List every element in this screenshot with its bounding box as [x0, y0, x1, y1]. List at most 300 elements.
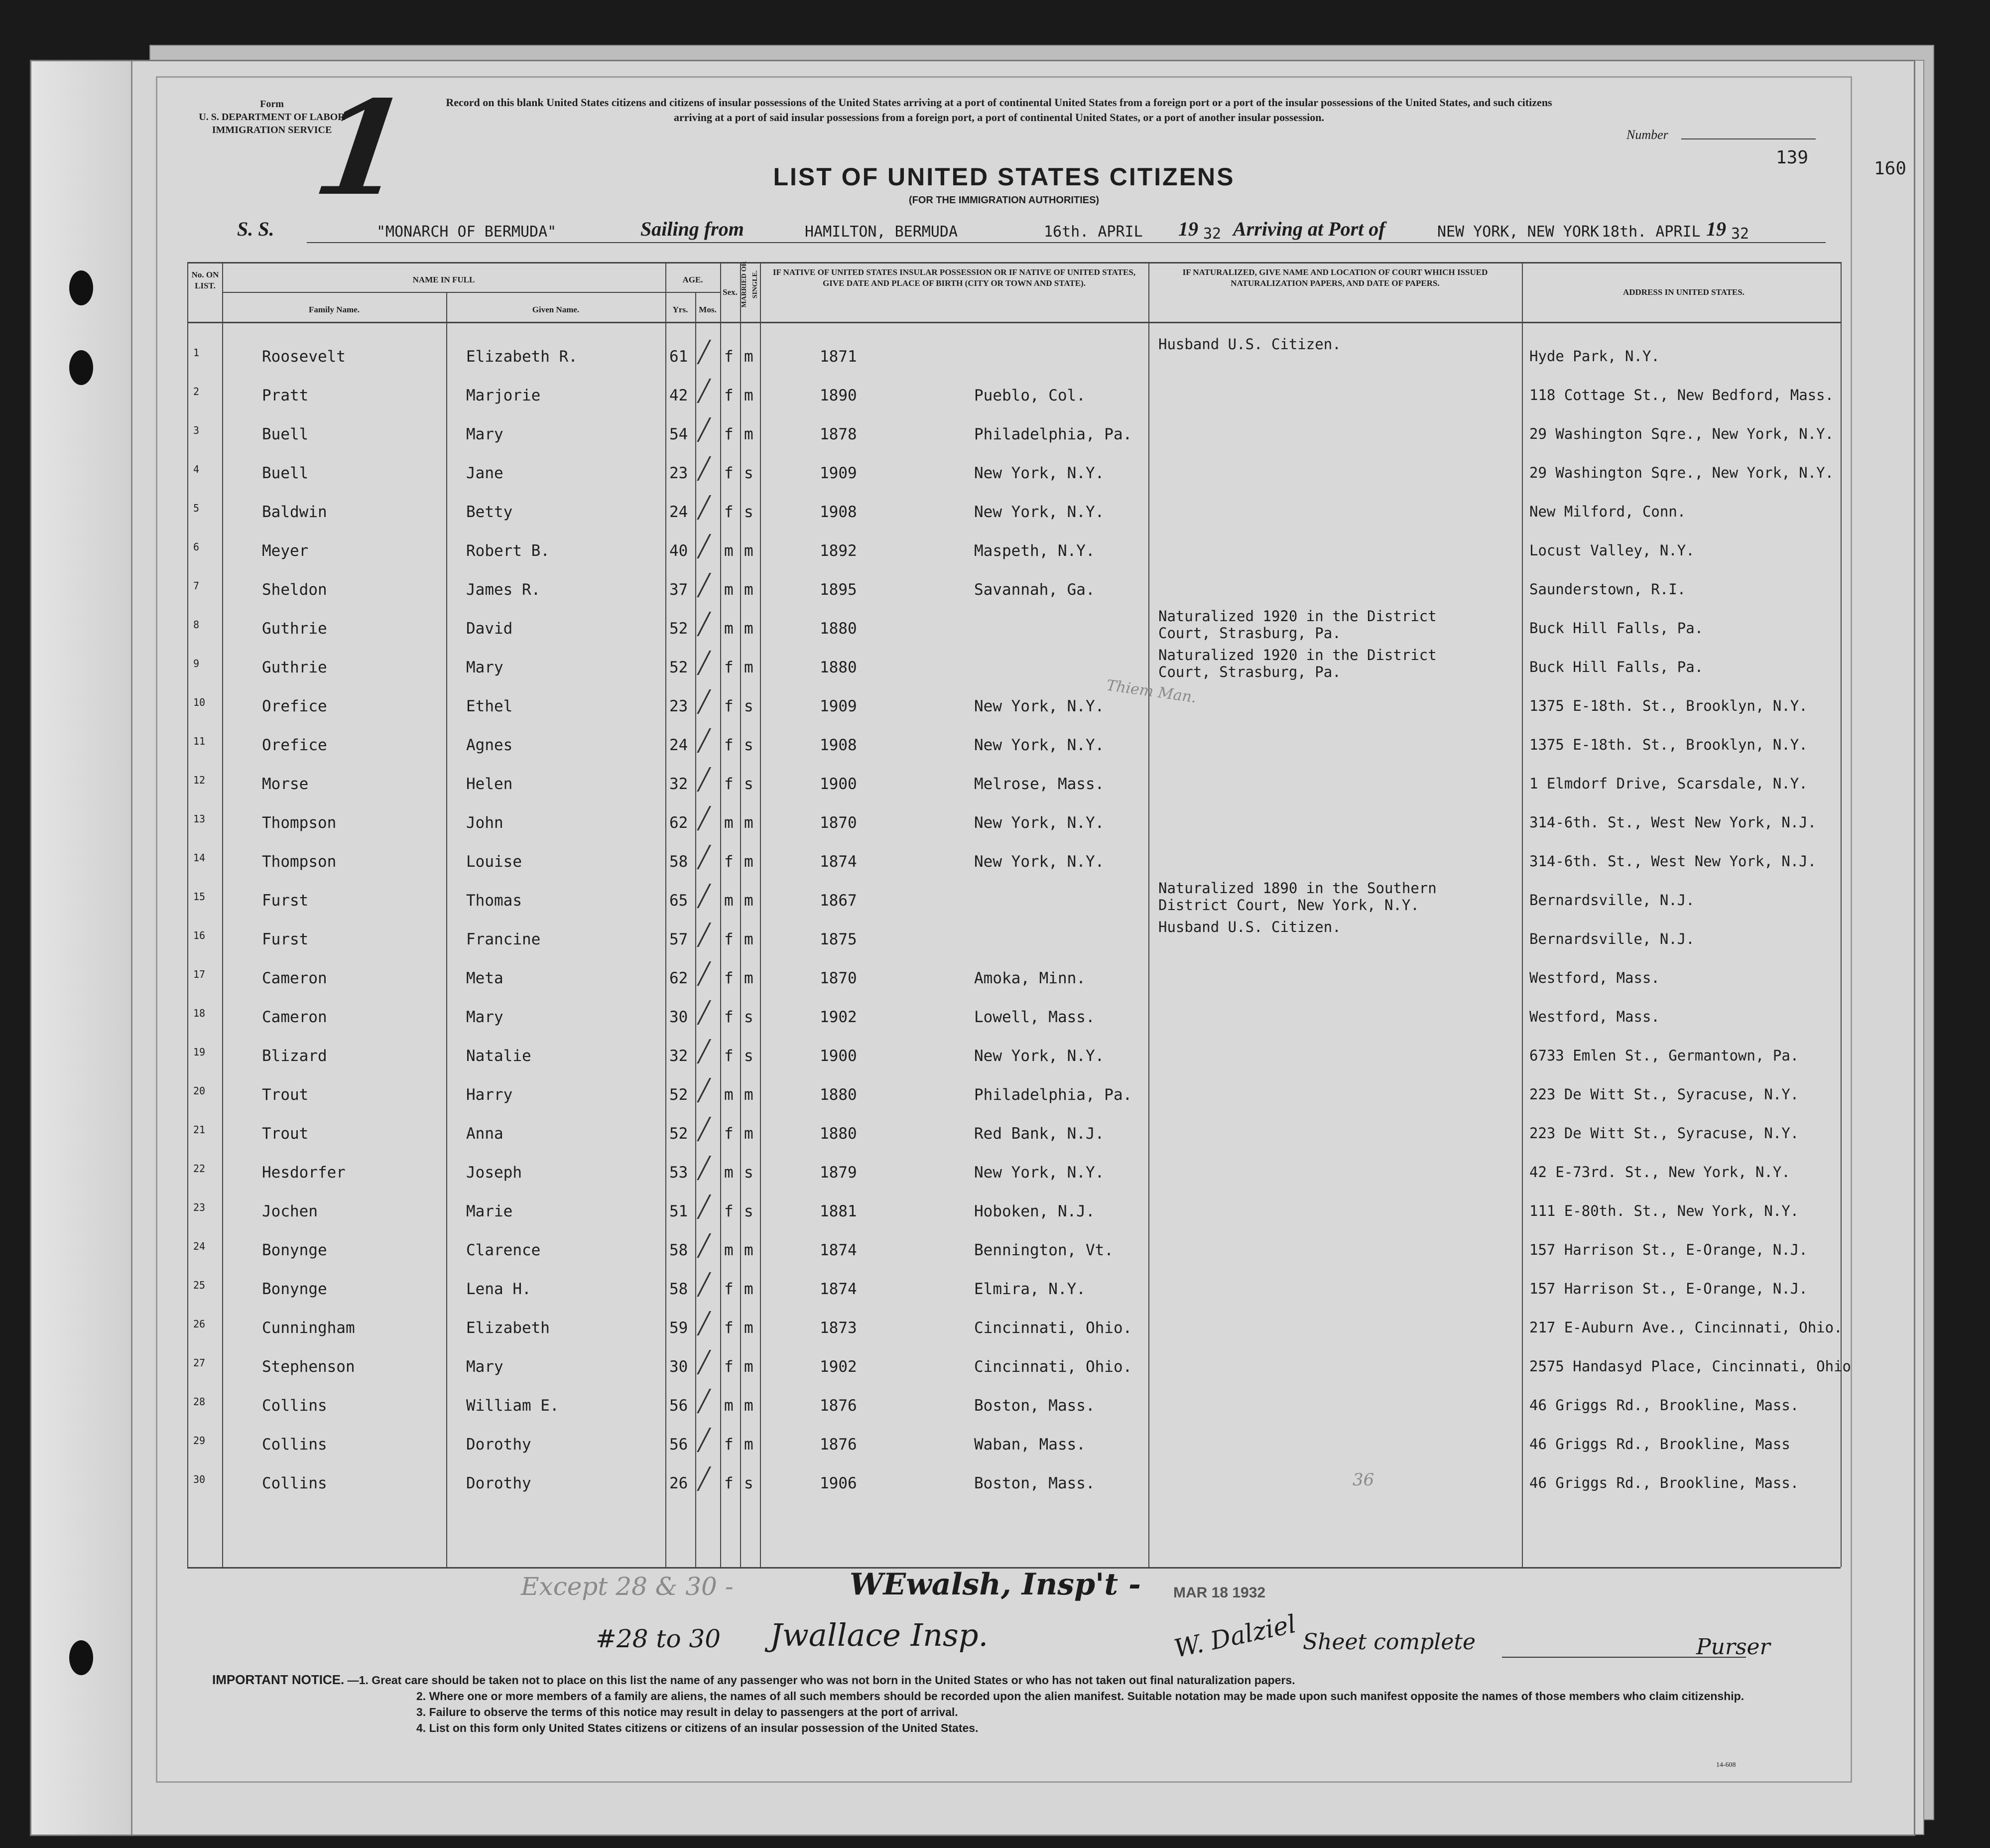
table-row: [157, 1269, 1851, 1307]
given-name: Meta: [466, 969, 503, 987]
table-row: [157, 337, 1851, 375]
check-mark: ╱: [698, 1039, 711, 1063]
check-mark: ╱: [698, 1117, 711, 1141]
table-row: [157, 1036, 1851, 1074]
age-years: 56: [669, 1436, 688, 1453]
row-number: 14: [193, 852, 206, 864]
family-name: Furst: [262, 930, 309, 948]
family-name: Orefice: [262, 736, 327, 754]
given-name: Natalie: [466, 1047, 531, 1065]
given-name: Anna: [466, 1125, 503, 1143]
given-name: Mary: [466, 1008, 503, 1026]
check-mark: ╱: [698, 689, 711, 714]
header-sex: Sex.: [723, 287, 738, 297]
row-number: 29: [193, 1435, 206, 1447]
given-name: Helen: [466, 775, 513, 793]
row-number: 6: [193, 541, 200, 553]
header-name-in-full: NAME IN FULL: [412, 275, 475, 284]
birth-place: Elmira, N.Y.: [974, 1280, 1086, 1298]
table-row: [157, 609, 1851, 647]
address: Bernardsville, N.J.: [1529, 930, 1695, 947]
address: 46 Griggs Rd., Brookline, Mass.: [1529, 1397, 1799, 1414]
family-name: Blizard: [262, 1047, 327, 1065]
sex: m: [724, 581, 734, 599]
sex: f: [724, 348, 734, 366]
marital-status: m: [744, 853, 753, 871]
family-name: Guthrie: [262, 659, 327, 676]
family-name: Trout: [262, 1125, 309, 1143]
check-mark: ╱: [698, 417, 711, 442]
age-years: 52: [669, 659, 688, 676]
birth-place: Bennington, Vt.: [974, 1241, 1114, 1259]
marital-status: s: [744, 1474, 753, 1492]
address: Locust Valley, N.Y.: [1529, 542, 1695, 559]
sex: f: [724, 1358, 734, 1376]
check-mark: ╱: [698, 1156, 711, 1180]
family-name: Buell: [262, 464, 309, 482]
family-name: Collins: [262, 1436, 327, 1453]
age-years: 42: [669, 387, 688, 404]
marital-status: m: [744, 1280, 753, 1298]
given-name: Clarence: [466, 1241, 541, 1259]
age-years: 52: [669, 1086, 688, 1104]
service-label: IMMIGRATION SERVICE: [212, 125, 332, 135]
age-years: 37: [669, 581, 688, 599]
check-mark: ╱: [698, 1311, 711, 1335]
record-instructions: Record on this blank United States citizens and citizens of insular possessions of the United States arriving at a port of continental United States from a foreign port or a port of the insular possessions of the United States, and such citizens arriving at a port of said insular possessions from a foreign port, a port of continental United States, or a port of another insular possession.: [446, 96, 1552, 124]
family-name: Jochen: [262, 1202, 318, 1220]
purser-signature: Purser: [1696, 1634, 1770, 1660]
birth-place: Melrose, Mass.: [974, 775, 1105, 793]
marital-status: m: [744, 969, 753, 987]
row-number: 9: [193, 658, 200, 669]
address: 118 Cottage St., New Bedford, Mass.: [1529, 387, 1834, 403]
birth-place: Cincinnati, Ohio.: [974, 1319, 1132, 1337]
age-years: 62: [669, 969, 688, 987]
sex: f: [724, 503, 734, 521]
sex: f: [724, 659, 734, 676]
birth-year: 1908: [820, 736, 857, 754]
birth-year: 1908: [820, 503, 857, 521]
birth-place: Lowell, Mass.: [974, 1008, 1095, 1026]
marital-status: m: [744, 814, 753, 832]
form-code: 14-608: [1716, 1761, 1736, 1769]
dalziel-signature: W. Dalziel: [1171, 1609, 1299, 1664]
address: Bernardsville, N.J.: [1529, 892, 1695, 909]
notice-item-3: 3. Failure to observe the terms of this notice may result in delay to passengers at the port of arrival.: [416, 1706, 958, 1718]
sex: m: [724, 1397, 734, 1415]
check-mark: ╱: [698, 1272, 711, 1297]
sex: f: [724, 1319, 734, 1337]
marital-status: s: [744, 697, 753, 715]
check-mark: ╱: [698, 456, 711, 481]
marital-status: m: [744, 387, 753, 404]
notice-item-2: 2. Where one or more members of a family are aliens, the names of all such members should be recorded upon the alien manifest. Suitable notation may be made upon such manifest opposite the names of those members who claim citizenship.: [416, 1690, 1744, 1703]
table-row: [157, 453, 1851, 491]
family-name: Cameron: [262, 1008, 327, 1026]
row-number: 19: [193, 1046, 206, 1058]
family-name: Stephenson: [262, 1358, 355, 1376]
sex: f: [724, 1436, 734, 1453]
age-years: 24: [669, 503, 688, 521]
given-name: Mary: [466, 425, 503, 443]
address: 157 Harrison St., E-Orange, N.J.: [1529, 1280, 1808, 1297]
year-prefix-2: 19: [1706, 218, 1726, 240]
check-mark: ╱: [698, 1350, 711, 1374]
given-name: Thomas: [466, 892, 522, 910]
address: Hyde Park, N.Y.: [1529, 348, 1660, 365]
sailing-date: 16th. APRIL: [1044, 223, 1143, 241]
table-row: [157, 1347, 1851, 1385]
age-years: 32: [669, 1047, 688, 1065]
table-row: [157, 997, 1851, 1035]
department-label: U. S. DEPARTMENT OF LABOR: [199, 112, 345, 123]
given-name: Harry: [466, 1086, 513, 1104]
marital-status: m: [744, 581, 753, 599]
passenger-rows: [157, 332, 1851, 1567]
header-married-or-single: MARRIED OR SINGLE.: [741, 261, 759, 308]
age-years: 58: [669, 1280, 688, 1298]
check-mark: ╱: [698, 1466, 711, 1491]
check-mark: ╱: [698, 1078, 711, 1102]
check-mark: ╱: [698, 767, 711, 792]
header-age: AGE.: [682, 275, 703, 284]
margin-note: Thiem Man.: [1105, 676, 1198, 707]
sex: f: [724, 1008, 734, 1026]
given-name: Louise: [466, 853, 522, 871]
manifest-document: [156, 73, 1852, 1783]
age-years: 30: [669, 1008, 688, 1026]
sheet-complete-note: Sheet complete: [1303, 1629, 1476, 1655]
address: 42 E-73rd. St., New York, N.Y.: [1529, 1164, 1790, 1181]
row-number: 3: [193, 424, 200, 436]
birth-year: 1895: [820, 581, 857, 599]
birth-year: 1878: [820, 425, 857, 443]
sailing-from-label: Sailing from: [640, 218, 744, 240]
ship-name: "MONARCH OF BERMUDA": [376, 223, 557, 241]
table-row: [157, 1153, 1851, 1190]
ss-label: S. S.: [237, 218, 274, 240]
age-years: 23: [669, 464, 688, 482]
sex: m: [724, 620, 734, 638]
age-years: 59: [669, 1319, 688, 1337]
family-name: Collins: [262, 1397, 327, 1415]
header-address: ADDRESS IN UNITED STATES.: [1622, 287, 1745, 297]
row-number: 21: [193, 1124, 206, 1136]
check-mark: ╱: [698, 961, 711, 986]
check-mark: ╱: [698, 534, 711, 558]
given-name: Elizabeth R.: [466, 348, 578, 366]
manifest-sheet: [30, 60, 1915, 1836]
family-name: Pratt: [262, 387, 309, 404]
row-number: 30: [193, 1473, 206, 1485]
check-mark: ╱: [698, 495, 711, 520]
birth-place: New York, N.Y.: [974, 814, 1105, 832]
marital-status: s: [744, 1202, 753, 1220]
row-number: 15: [193, 891, 206, 903]
check-mark: ╱: [698, 651, 711, 675]
date-stamp: MAR 18 1932: [1173, 1584, 1266, 1601]
marital-status: s: [744, 1008, 753, 1026]
family-name: Baldwin: [262, 503, 327, 521]
birth-place: New York, N.Y.: [974, 853, 1105, 871]
wallace-signature: Jwallace Insp.: [770, 1617, 989, 1653]
family-name: Trout: [262, 1086, 309, 1104]
marital-status: m: [744, 542, 753, 560]
birth-year: 1880: [820, 1086, 857, 1104]
range-note: #28 to 30: [596, 1624, 721, 1653]
birth-year: 1890: [820, 387, 857, 404]
marital-status: m: [744, 1436, 753, 1453]
address: 2575 Handasyd Place, Cincinnati, Ohio: [1529, 1358, 1852, 1375]
address: 1375 E-18th. St., Brooklyn, N.Y.: [1529, 736, 1808, 753]
age-years: 52: [669, 1125, 688, 1143]
row-number: 26: [193, 1318, 206, 1330]
pencil-number: 36: [1353, 1470, 1374, 1490]
given-name: William E.: [466, 1397, 559, 1415]
row-number: 17: [193, 968, 206, 980]
birth-place: New York, N.Y.: [974, 1047, 1105, 1065]
arriving-port: NEW YORK, NEW YORK: [1437, 223, 1600, 241]
birth-place: Hoboken, N.J.: [974, 1202, 1095, 1220]
birth-place: Boston, Mass.: [974, 1397, 1095, 1415]
age-years: 58: [669, 853, 688, 871]
birth-year: 1876: [820, 1436, 857, 1453]
row-number: 24: [193, 1240, 206, 1252]
row-number: 23: [193, 1201, 206, 1213]
age-years: 40: [669, 542, 688, 560]
sex: m: [724, 892, 734, 910]
marital-status: m: [744, 1125, 753, 1143]
birth-place: Waban, Mass.: [974, 1436, 1086, 1453]
check-mark: ╱: [698, 728, 711, 753]
form-label: Form: [260, 99, 284, 110]
age-years: 26: [669, 1474, 688, 1492]
check-mark: ╱: [698, 1389, 711, 1413]
table-row: [157, 1463, 1851, 1501]
table-row: [157, 958, 1851, 996]
address: Westford, Mass.: [1529, 1008, 1660, 1025]
given-name: Robert B.: [466, 542, 550, 560]
marital-status: m: [744, 659, 753, 676]
age-years: 52: [669, 620, 688, 638]
given-name: Betty: [466, 503, 513, 521]
family-name: Hesdorfer: [262, 1164, 346, 1182]
table-row: [157, 1230, 1851, 1268]
sex: f: [724, 387, 734, 404]
address: 217 E-Auburn Ave., Cincinnati, Ohio.: [1529, 1319, 1843, 1336]
given-name: Francine: [466, 930, 541, 948]
naturalization-info: Naturalized 1890 in the Southern District Court, New York, N.Y.: [1158, 880, 1437, 914]
family-name: Orefice: [262, 697, 327, 715]
family-name: Guthrie: [262, 620, 327, 638]
check-mark: ╱: [698, 845, 711, 869]
age-years: 30: [669, 1358, 688, 1376]
marital-status: s: [744, 736, 753, 754]
binding-strip: [31, 61, 132, 1835]
notice-item-4: 4. List on this form only United States citizens or citizens of an insular possession of the United States.: [416, 1721, 979, 1734]
family-name: Bonynge: [262, 1241, 327, 1259]
given-name: Agnes: [466, 736, 513, 754]
address: 157 Harrison St., E-Orange, N.J.: [1529, 1241, 1808, 1258]
sex: m: [724, 1164, 734, 1182]
check-mark: ╱: [698, 573, 711, 597]
row-number: 8: [193, 619, 200, 631]
age-years: 61: [669, 348, 688, 366]
check-mark: ╱: [698, 1194, 711, 1219]
birth-year: 1870: [820, 969, 857, 987]
birth-place: Amoka, Minn.: [974, 969, 1086, 987]
table-header-rule: [187, 322, 1841, 323]
given-name: Marjorie: [466, 387, 541, 404]
sex: f: [724, 1047, 734, 1065]
table-row: [157, 881, 1851, 919]
family-name: Morse: [262, 775, 309, 793]
age-years: 53: [669, 1164, 688, 1182]
given-name: Joseph: [466, 1164, 522, 1182]
birth-place: New York, N.Y.: [974, 503, 1105, 521]
sex: f: [724, 464, 734, 482]
address: 223 De Witt St., Syracuse, N.Y.: [1529, 1086, 1799, 1103]
address: 1 Elmdorf Drive, Scarsdale, N.Y.: [1529, 775, 1808, 792]
birth-year: 1906: [820, 1474, 857, 1492]
family-name: Roosevelt: [262, 348, 346, 366]
birth-year: 1900: [820, 1047, 857, 1065]
row-number: 28: [193, 1396, 206, 1408]
given-name: Mary: [466, 1358, 503, 1376]
row-number: 10: [193, 696, 206, 708]
page-subtitle: (FOR THE IMMIGRATION AUTHORITIES): [908, 195, 1100, 206]
table-row: [157, 1425, 1851, 1462]
punch-hole: [69, 270, 93, 305]
table-row: [157, 1386, 1851, 1424]
table-row: [157, 1308, 1851, 1346]
table-row: [157, 764, 1851, 802]
row-number: 1: [193, 347, 200, 359]
birth-year: 1873: [820, 1319, 857, 1337]
table-row: [157, 686, 1851, 724]
number-label: Number: [1626, 128, 1668, 142]
address: Buck Hill Falls, Pa.: [1529, 659, 1704, 675]
age-years: 32: [669, 775, 688, 793]
given-name: Elizabeth: [466, 1319, 550, 1337]
important-notice: [212, 1672, 1816, 1736]
age-years: 23: [669, 697, 688, 715]
birth-year: 1902: [820, 1008, 857, 1026]
marital-status: s: [744, 464, 753, 482]
marital-status: m: [744, 1086, 753, 1104]
sailing-from: HAMILTON, BERMUDA: [805, 223, 958, 241]
year-suffix-1: 32: [1203, 225, 1222, 243]
birth-place: Boston, Mass.: [974, 1474, 1095, 1492]
corner-number: 160: [1874, 158, 1907, 179]
marital-status: m: [744, 930, 753, 948]
birth-place: New York, N.Y.: [974, 1164, 1105, 1182]
punch-hole: [69, 1640, 93, 1675]
birth-place: New York, N.Y.: [974, 736, 1105, 754]
table-row: [157, 920, 1851, 957]
age-years: 54: [669, 425, 688, 443]
birth-place: Philadelphia, Pa.: [974, 425, 1132, 443]
age-sub-rule: [665, 292, 720, 293]
family-name: Buell: [262, 425, 309, 443]
row-number: 11: [193, 735, 206, 747]
year-prefix-1: 19: [1178, 218, 1198, 240]
birth-year: 1900: [820, 775, 857, 793]
naturalization-info: Husband U.S. Citizen.: [1158, 919, 1341, 935]
birth-year: 1879: [820, 1164, 857, 1182]
arriving-date: 18th. APRIL: [1602, 223, 1701, 241]
marital-status: m: [744, 1397, 753, 1415]
table-row: [157, 842, 1851, 880]
birth-place: Savannah, Ga.: [974, 581, 1095, 599]
check-mark: ╱: [698, 1233, 711, 1258]
family-name: Bonynge: [262, 1280, 327, 1298]
address: Buck Hill Falls, Pa.: [1529, 620, 1704, 637]
family-name: Cameron: [262, 969, 327, 987]
row-number: 27: [193, 1357, 206, 1369]
sex: f: [724, 930, 734, 948]
birth-place: New York, N.Y.: [974, 697, 1105, 715]
birth-year: 1871: [820, 348, 857, 366]
age-years: 56: [669, 1397, 688, 1415]
given-name: Dorothy: [466, 1436, 531, 1453]
header-naturalized: IF NATURALIZED, GIVE NAME AND LOCATION OF COURT WHICH ISSUED NATURALIZATION PAPERS, AND DATE OF PAPERS.: [1182, 267, 1488, 288]
address: 111 E-80th. St., New York, N.Y.: [1529, 1202, 1799, 1219]
birth-place: Cincinnati, Ohio.: [974, 1358, 1132, 1376]
marital-status: m: [744, 1319, 753, 1337]
table-row: [157, 803, 1851, 841]
birth-year: 1870: [820, 814, 857, 832]
check-mark: ╱: [698, 884, 711, 908]
birth-year: 1867: [820, 892, 857, 910]
inspector-signature: WEwalsh, Insp't -: [850, 1567, 1141, 1602]
birth-year: 1874: [820, 1280, 857, 1298]
check-mark: ╱: [698, 1000, 711, 1025]
header-birth: IF NATIVE OF UNITED STATES INSULAR POSSESSION OR IF NATIVE OF UNITED STATES, GIVE DATE AND PLACE OF BIRTH (CITY OR TOWN AND STATE).: [772, 267, 1136, 288]
table-row: [157, 492, 1851, 530]
family-name: Sheldon: [262, 581, 327, 599]
naturalization-info: Naturalized 1920 in the District Court, Strasburg, Pa.: [1158, 608, 1437, 642]
birth-year: 1909: [820, 464, 857, 482]
sex: m: [724, 542, 734, 560]
birth-year: 1874: [820, 1241, 857, 1259]
address: 6733 Emlen St., Germantown, Pa.: [1529, 1047, 1799, 1064]
table-row: [157, 1075, 1851, 1113]
address: 29 Washington Sqre., New York, N.Y.: [1529, 425, 1834, 442]
birth-year: 1880: [820, 620, 857, 638]
row-number: 16: [193, 929, 206, 941]
row-number: 7: [193, 580, 200, 592]
check-mark: ╱: [698, 806, 711, 830]
age-years: 58: [669, 1241, 688, 1259]
age-years: 24: [669, 736, 688, 754]
table-row: [157, 1114, 1851, 1152]
sex: f: [724, 425, 734, 443]
sex: m: [724, 1086, 734, 1104]
name-sub-rule: [222, 292, 665, 293]
birth-year: 1902: [820, 1358, 857, 1376]
header-no-on-list: No. ON LIST.: [191, 270, 219, 290]
sex: m: [724, 1241, 734, 1259]
check-mark: ╱: [698, 612, 711, 636]
table-row: [157, 648, 1851, 685]
year-suffix-2: 32: [1731, 225, 1749, 243]
given-name: Jane: [466, 464, 503, 482]
table-row: [157, 414, 1851, 452]
sex: f: [724, 736, 734, 754]
age-years: 62: [669, 814, 688, 832]
